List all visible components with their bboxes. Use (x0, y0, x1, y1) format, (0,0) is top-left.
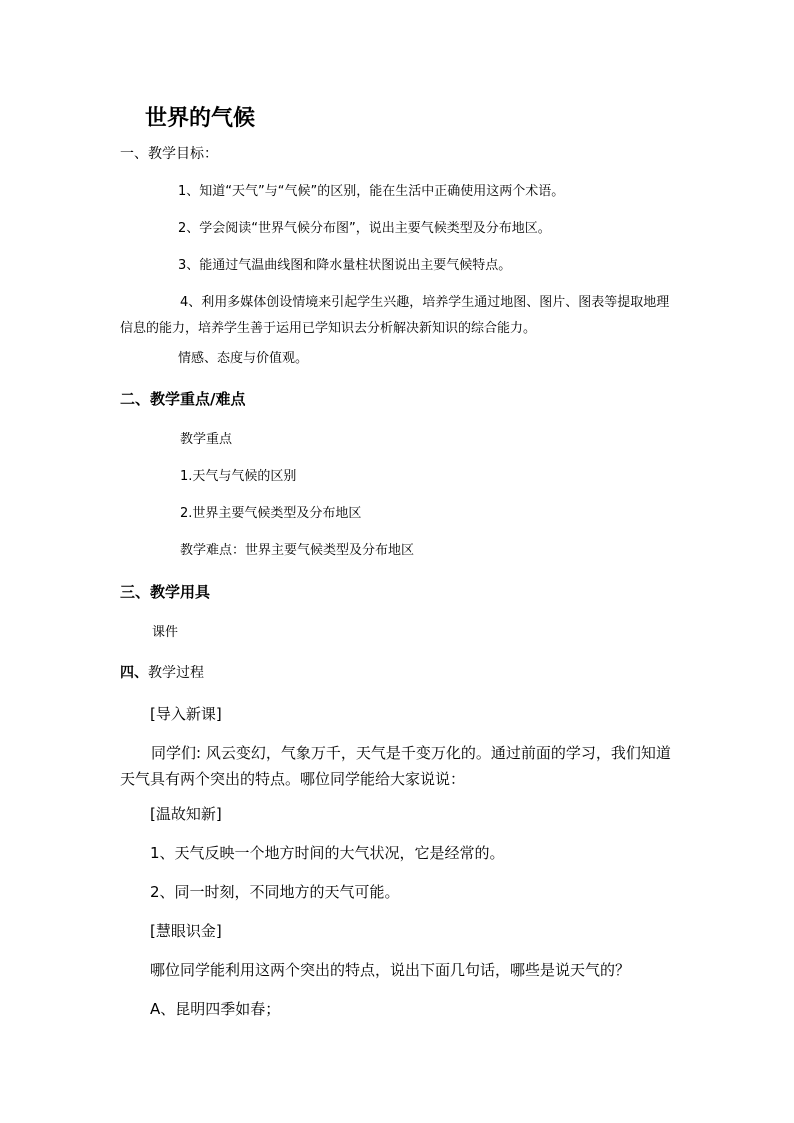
review-item-1: 1、天气反映一个地方时间的大气状况，它是经常的。 (150, 844, 505, 862)
difficulty-point: 教学难点：世界主要气候类型及分布地区 (180, 543, 415, 558)
option-a: A、昆明四季如春； (150, 1000, 281, 1018)
section-heading-tools: 三、教学用具 (120, 583, 211, 601)
section-heading-objectives: 一、教学目标： (120, 146, 218, 162)
key-points-label: 教学重点 (180, 432, 233, 447)
intro-paragraph: 同学们: 风云变幻，气象万千，天气是千变万化的。通过前面的学习，我们知道天气具有两个突出的特点。哪位同学能给大家说说： (120, 744, 671, 788)
review-item-2: 2、同一时刻，不同地方的天气可能。 (150, 883, 400, 901)
intro-label: [导入新课] (150, 705, 222, 723)
objective-item-3: 3、能通过气温曲线图和降水量柱状图说出主要气候特点。 (178, 258, 512, 273)
objective-item-2: 2、学会阅读“世界气候分布图”，说出主要气候类型及分布地区。 (178, 221, 551, 236)
objective-item-1: 1、知道“天气”与“气候”的区别，能在生活中正确使用这两个术语。 (178, 184, 565, 199)
key-point-1: 1.天气与气候的区别 (180, 469, 297, 484)
section-heading-process (120, 665, 204, 682)
tools-content: 课件 (152, 625, 179, 640)
objective-item-5: 情感、态度与价值观。 (178, 351, 309, 366)
section-heading-process-number: 四、 (120, 665, 148, 681)
insight-label: [慧眼识金] (150, 922, 222, 940)
document-title: 世界的气候 (145, 106, 256, 131)
section-heading-key-points: 二、教学重点/难点 (120, 390, 246, 408)
objective-item-4: 4、利用多媒体创设情境来引起学生兴趣，培养学生通过地图、图片、图表等提取地理信息的能力，培养学生善于运用已学知识去分析解决新知识的综合能力。 (120, 295, 670, 336)
insight-question: 哪位同学能利用这两个突出的特点，说出下面几句话，哪些是说天气的？ (150, 961, 631, 979)
section-heading-process-text: 教学过程 (148, 665, 204, 681)
key-point-2: 2.世界主要气候类型及分布地区 (180, 506, 362, 521)
review-label: [温故知新] (150, 805, 222, 823)
